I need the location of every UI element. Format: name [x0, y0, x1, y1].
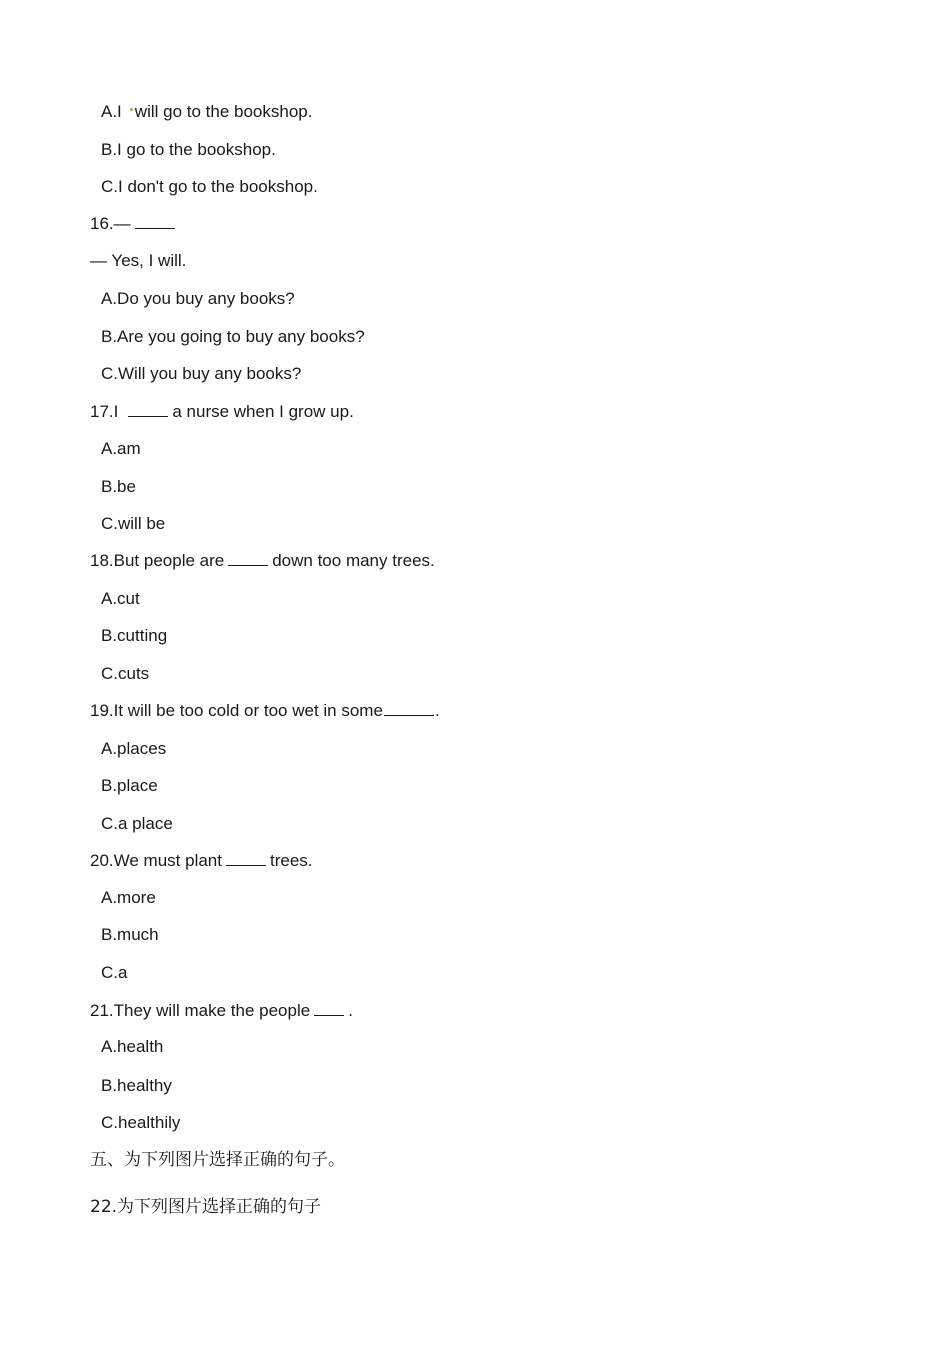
q16-stem: [90, 213, 179, 235]
q16-option-b: B.Are you going to buy any books?: [101, 327, 365, 346]
q15-option-a-prefix: A.I: [101, 102, 122, 121]
answer-blank: [128, 402, 168, 417]
q17-stem-after: a nurse when I grow up.: [172, 402, 354, 421]
answer-blank: [228, 551, 268, 566]
q15-option-a-text: will go to the bookshop.: [134, 102, 313, 121]
q15-option-b: B.I go to the bookshop.: [101, 140, 276, 159]
stray-dot: [130, 108, 133, 111]
q16-option-c: C.Will you buy any books?: [101, 364, 302, 383]
q17-option-c: C.will be: [101, 514, 166, 533]
q18-stem: [90, 550, 435, 572]
q15-option-a: [101, 101, 312, 123]
q22-stem: 22.为下列图片选择正确的句子: [90, 1197, 322, 1217]
q15-option-c: C.I don't go to the bookshop.: [101, 177, 318, 196]
q21-option-a: A.health: [101, 1037, 164, 1056]
answer-blank: [314, 1001, 344, 1016]
q16-option-a: A.Do you buy any books?: [101, 289, 295, 308]
answer-blank: [384, 701, 434, 716]
q16-response: — Yes, I will.: [90, 251, 187, 270]
q20-stem-before: 20.We must plant: [90, 851, 222, 870]
q19-stem-after: .: [434, 701, 440, 720]
q21-option-c: C.healthily: [101, 1113, 181, 1132]
q17-option-b: B.be: [101, 477, 136, 496]
q18-option-c: C.cuts: [101, 664, 150, 683]
q21-stem: [90, 1000, 353, 1022]
q20-option-b: B.much: [101, 925, 159, 944]
q17-option-a: A.am: [101, 439, 141, 458]
q21-option-b: B.healthy: [101, 1076, 172, 1095]
q20-stem-after: trees.: [269, 851, 313, 870]
q19-option-a: A.places: [101, 739, 167, 758]
answer-blank: [135, 214, 175, 229]
q20-stem: [90, 850, 313, 872]
q21-stem-before: 21.They will make the people: [90, 1001, 311, 1020]
q19-option-b: B.place: [101, 776, 158, 795]
answer-blank: [226, 851, 266, 866]
section-heading: 五、为下列图片选择正确的句子。: [90, 1150, 345, 1170]
q19-stem-before: 19.It will be too cold or too wet in some: [90, 701, 383, 720]
q18-stem-after: down too many trees.: [272, 551, 435, 570]
q20-option-a: A.more: [101, 888, 156, 907]
q18-option-a: A.cut: [101, 589, 140, 608]
q20-option-c: C.a: [101, 963, 128, 982]
q19-stem: [90, 700, 440, 722]
q18-option-b: B.cutting: [101, 626, 168, 645]
q16-stem-text: 16.—: [90, 214, 131, 233]
q17-stem: [90, 401, 354, 423]
q17-stem-before: 17.I: [90, 402, 119, 421]
q19-option-c: C.a place: [101, 814, 173, 833]
q21-stem-after: .: [348, 1001, 353, 1020]
q18-stem-before: 18.But people are: [90, 551, 225, 570]
